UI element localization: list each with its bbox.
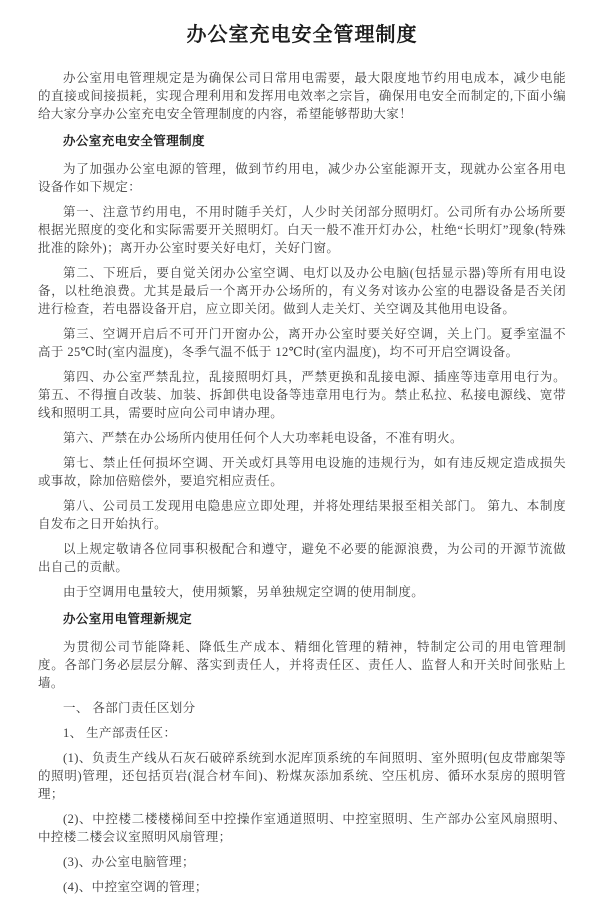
section-heading-charging-rules: 办公室充电安全管理制度	[63, 134, 205, 148]
section-heading-new-rules: 办公室用电管理新规定	[63, 612, 193, 626]
intro-paragraph: 办公室用电管理规定是为确保公司日常用电需要，最大限度地节约用电成本，减少电能的直接或间接损耗，实现合理利用和发挥用电效率之宗旨，确保用电安全而制定的,下面小编给大家分享办公室充电安全管理制度的内容，希望能够帮助大家！	[38, 71, 566, 121]
paragraph-rule-8-9: 第八、公司员工发现用电隐患应立即处理，并将处理结果报至相关部门。 第九、本制度自发布之日开始执行。	[38, 499, 566, 531]
paragraph-closing: 以上规定敬请各位同事积极配合和遵守，避免不必要的能源浪费，为公司的开源节流做出自己的贡献。	[38, 542, 566, 574]
paragraph-rule-6: 第六、严禁在办公场所内使用任何个人大功率耗电设备，不准有明火。	[63, 431, 463, 445]
paragraph-rule-3: 第三、空调开启后不可开门开窗办公，离开办公室时要关好空调，关上门。夏季室温不高于 25℃时(室内温度)，冬季气温不低于 12℃时(室内温度)，均不可开启空调设备。	[38, 327, 566, 359]
paragraph-rule-7: 第七、禁止任何损坏空调、开关或灯具等用电设施的违规行为，如有违反规定造成损失或事故，除加倍赔偿外，要追究相应责任。	[38, 456, 566, 488]
paragraph-purpose: 为了加强办公室电源的管理，做到节约用电，减少办公室能源开支，现就办公室各用电设备作如下规定：	[38, 162, 566, 194]
paragraph-list-item-1: 一、 各部门责任区划分	[63, 701, 196, 715]
paragraph-ac-note: 由于空调用电量较大，使用频繁，另单独规定空调的使用制度。	[63, 585, 425, 599]
paragraph-production-dept: 1、 生产部责任区：	[63, 726, 177, 740]
paragraph-rule-4-5: 第四、办公室严禁乱拉，乱接照明灯具，严禁更换和乱接电源、插座等违章用电行为。 第五、不得擅自改装、加装、拆卸供电设备等违章用电行为。禁止私拉、私接电源线、宽带线和照明工具，需要时应向公司申请办理。	[38, 370, 566, 420]
paragraph-area-4: (4)、中控室空调的管理；	[63, 880, 208, 894]
paragraph-area-2: (2)、中控楼二楼楼梯间至中控操作室通道照明、中控室照明、生产部办公室风扇照明、中控楼二楼会议室照明风扇管理；	[38, 812, 566, 844]
paragraph-area-1: (1)、负责生产线从石灰石破碎系统到水泥库顶系统的车间照明、室外照明(包皮带廊架等的照明)管理，还包括页岩(混合材车间)、粉煤灰添加系统、空压机房、循环水泵房的照明管理；	[38, 751, 566, 801]
document-title: 办公室充电安全管理制度	[186, 24, 418, 46]
paragraph-area-3: (3)、办公室电脑管理；	[63, 855, 195, 869]
paragraph-new-rules-intro: 为贯彻公司节能降耗、降低生产成本、精细化管理的精神，特制定公司的用电管理制度。各部门务必层层分解、落实到责任人，并将责任区、责任人、监督人和开关时间张贴上墙。	[38, 640, 566, 690]
paragraph-rule-1: 第一、注意节约用电，不用时随手关灯，人少时关闭部分照明灯。公司所有办公场所要根据光照度的变化和实际需要开关照明灯。白天一般不准开灯办公，杜绝“长明灯”现象(特殊批准的除外)；离开办公室时要关好电灯，关好门窗。	[38, 205, 566, 255]
paragraph-rule-2: 第二、下班后，要自觉关闭办公室空调、电灯以及办公电脑(包括显示器)等所有用电设备，以杜绝浪费。尤其是最后一个离开办公场所的，有义务对该办公室的电器设备是否关闭进行检查，若电器设备开启，应立即关闭。做到人走关灯、关空调及其他用电设备。	[38, 266, 566, 316]
